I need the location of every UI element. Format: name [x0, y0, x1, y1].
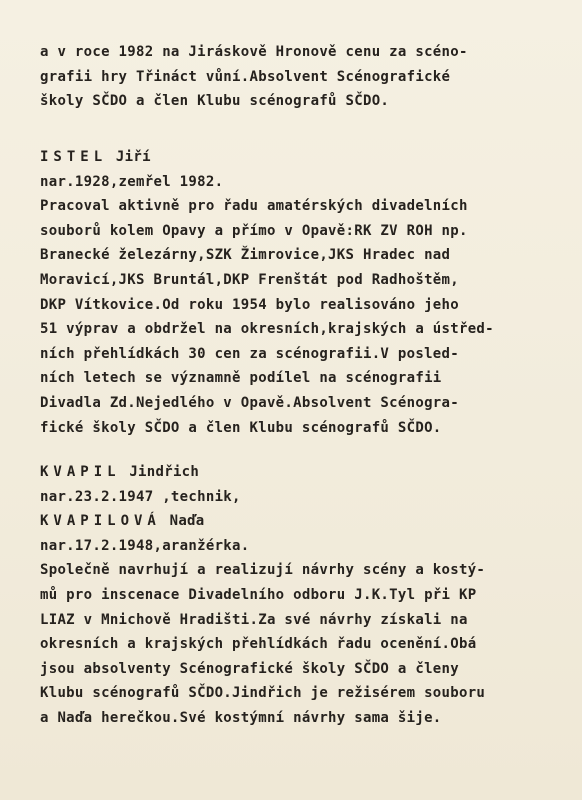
text-line: Společně navrhují a realizují návrhy scény a kostý-	[40, 562, 486, 579]
text-line: grafii hry Třináct vůní.Absolvent Scénografické	[40, 68, 451, 85]
text-line: Klubu scénografů SČDO.Jindřich je režisérem souboru	[40, 685, 486, 702]
entry-istel	[40, 145, 562, 440]
entry-heading-second	[40, 509, 562, 534]
entry-heading	[40, 460, 562, 485]
text-line: nar.1928,zemřel 1982.	[40, 173, 224, 190]
entry-surname: KVAPIL	[40, 464, 121, 480]
text-line: fické školy SČDO a člen Klubu scénografů SČDO.	[40, 419, 442, 436]
entry-given-name: Jiří	[115, 149, 151, 165]
text-line: 51 výprav a obdržel na okresních,krajských a ústřed-	[40, 321, 494, 338]
entry-surname: ISTEL	[40, 149, 108, 165]
text-line: nar.17.2.1948,aranžérka.	[40, 537, 250, 554]
text-line: školy SČDO a člen Klubu scénografů SČDO.	[40, 93, 390, 110]
entry-heading	[40, 145, 562, 170]
entry-kvapil	[40, 460, 562, 731]
text-line: mů pro inscenace Divadelního odboru J.K.Tyl při KP	[40, 586, 477, 603]
text-line: ních přehlídkách 30 cen za scénografii.V posled-	[40, 345, 459, 362]
text-line: Divadla Zd.Nejedlého v Opavě.Absolvent Scénogra-	[40, 394, 459, 411]
text-line: Moravicí,JKS Bruntál,DKP Frenštát pod Radhoštěm,	[40, 271, 459, 288]
text-line: a Naďa herečkou.Své kostýmní návrhy sama šije.	[40, 709, 442, 726]
entry-surname: KVAPILOVÁ	[40, 513, 161, 530]
text-line: Pracoval aktivně pro řadu amatérských divadelních	[40, 198, 468, 215]
text-line: DKP Vítkovice.Od roku 1954 bylo realisováno jeho	[40, 296, 459, 313]
intro-paragraph	[40, 40, 562, 114]
entry-given-name: Jindřich	[129, 464, 200, 480]
text-line: nar.23.2.1947 ,technik,	[40, 488, 241, 505]
text-line: ních letech se významně podílel na scénografii	[40, 370, 442, 387]
text-line: Branecké železárny,SZK Žimrovice,JKS Hradec nad	[40, 247, 451, 264]
text-line: jsou absolventy Scénografické školy SČDO a členy	[40, 660, 459, 677]
text-line: LIAZ v Mnichově Hradišti.Za své návrhy získali na	[40, 611, 468, 628]
text-line: a v roce 1982 na Jiráskově Hronově cenu za scéno-	[40, 44, 468, 60]
text-line: souborů kolem Opavy a přímo v Opavě:RK ZV ROH np.	[40, 222, 468, 239]
text-line: okresních a krajských přehlídkách řadu ocenění.Obá	[40, 636, 477, 653]
entry-given-name: Naďa	[169, 513, 205, 530]
